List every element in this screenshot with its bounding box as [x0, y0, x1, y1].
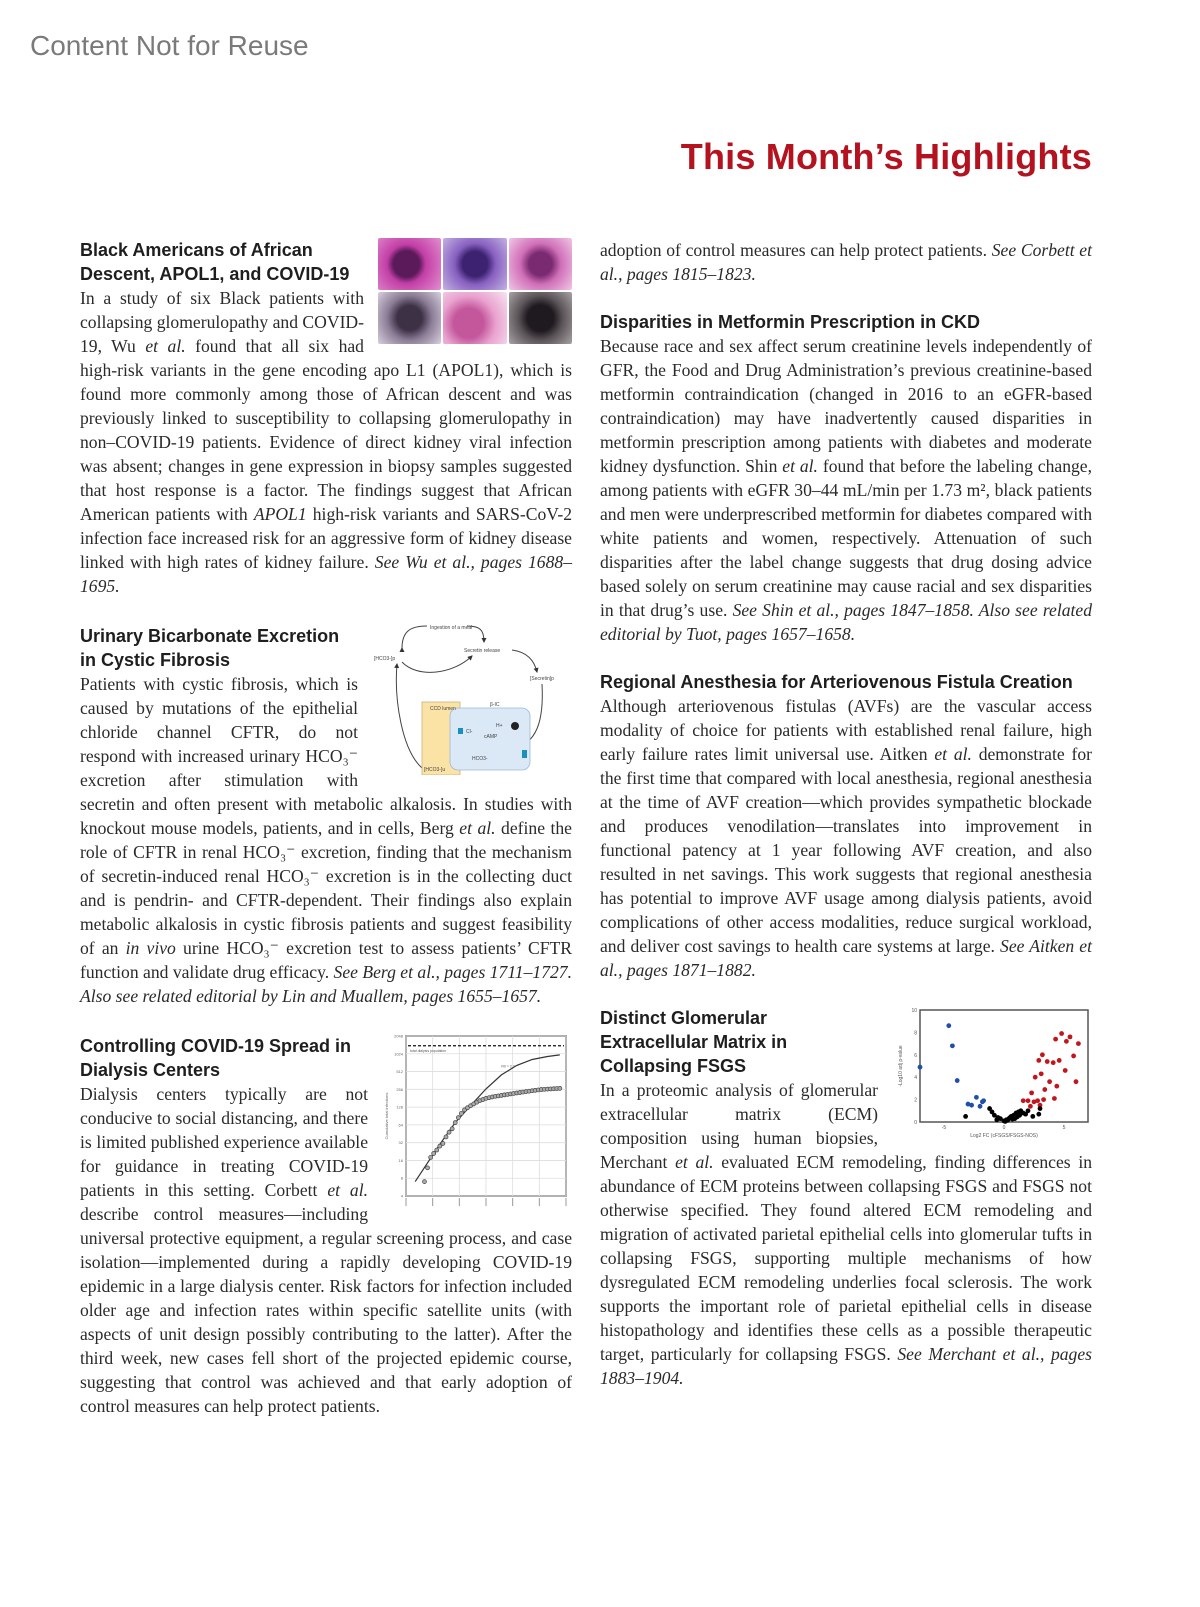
histology-panel [378, 292, 441, 344]
data-point-up [1021, 1098, 1026, 1103]
article-fsgs [600, 1006, 1092, 1390]
data-point-up [1047, 1079, 1052, 1084]
article-anesthesia [600, 670, 1092, 982]
data-point-ns [1030, 1114, 1035, 1119]
y-tick-label: 4 [914, 1075, 917, 1082]
data-point-up [1033, 1075, 1038, 1080]
article-citation: See Merchant et al., pages 1883–1904. [600, 1344, 1092, 1388]
data-point-ns [994, 1117, 999, 1122]
histology-panel [443, 292, 506, 344]
diagram-label: CCD lumen [430, 706, 456, 712]
article-citation: See Wu et al., pages 1688–1695. [80, 552, 572, 596]
article-citation: See Shin et al., pages 1847–1858. Also see related editorial by Tuot, pages 1657–1658. [600, 600, 1092, 644]
annotation-label: R0 = 2.2 [501, 1064, 515, 1069]
data-point-up [1051, 1060, 1056, 1065]
annotation-label: total dialysis population [410, 1048, 447, 1053]
y-tick-label: 10 [911, 1008, 917, 1014]
data-point-up [1039, 1071, 1044, 1076]
data-point-up [1032, 1099, 1037, 1104]
y-tick-label: 8 [400, 1175, 403, 1181]
y-tick-label: 4 [400, 1193, 403, 1199]
data-point-up [1054, 1084, 1059, 1089]
diagram-label: HCO3- [472, 756, 488, 762]
article-dialysis [80, 1034, 572, 1418]
y-tick-label: 256 [396, 1086, 403, 1092]
data-point-up [1036, 1058, 1041, 1063]
histology-figure [378, 238, 572, 344]
data-point [456, 1116, 460, 1120]
article-body: In a proteomic analysis of glomerular extracellular matrix (ECM) composition using human biopsies, Merchant et al. evaluated ECM remodeling, finding differences in abundance of ECM proteins between collapsing FSGS and FSGS not otherwise specified. They found altered ECM remodeling and migration of activated parietal epithelial cells into glomerular tufts in collapsing FSGS, supporting multiple mechanisms of how dysregulated ECM remodeling underlies focal sclerosis. The work supports the important role of parietal epithelial cells in disease histopathology and identifies these cells as a possible therapeutic target, particularly for collapsing FSGS. See Merchant et al., pages 1883–1904. [600, 1080, 1092, 1388]
data-point-up [1026, 1098, 1031, 1103]
data-point-down [974, 1095, 979, 1100]
article-citation: See Corbett et al., pages 1815–1823. [600, 240, 1092, 284]
y-tick-label: 64 [398, 1122, 403, 1128]
plot-frame [920, 1010, 1088, 1122]
epidemic-curve-chart [382, 1028, 572, 1214]
data-point-down [918, 1065, 923, 1070]
data-point-down [946, 1023, 951, 1028]
y-tick-label: 1024 [394, 1051, 403, 1057]
x-axis-label: Log2 FC (cFSGS/FSGS-NOS) [970, 1133, 1038, 1139]
article-headline: Disparities in Metformin Prescription in CKD [600, 312, 981, 332]
histology-panel [509, 292, 572, 344]
data-point-up [1074, 1079, 1079, 1084]
article-metformin [600, 310, 1092, 646]
article-body: In a study of six Black patients with collapsing glomerulopathy and COVID-19, Wu et al. found that all six had high-risk variants in the gene encoding apo L1 (APOL1), which is found more commonly among those of African descent and was previously linked to susceptibility to collapsing glomerulopathy in non–COVID-19 patients. Evidence of direct kidney viral infection was absent; changes in gene expression in biopsy samples suggested that host response is a factor. The findings suggest that African American patients with APOL1 high-risk variants and SARS-CoV-2 infection face increased risk for an aggressive form of kidney disease linked with high rates of kidney failure. See Wu et al., pages 1688–1695. [80, 288, 572, 596]
x-tick-label: -5 [941, 1125, 947, 1131]
article-headline: Black Americans of African Descent, APOL1, and COVID-19 [80, 240, 350, 284]
histology-panel [378, 238, 441, 290]
y-tick-label: 128 [396, 1104, 403, 1110]
data-point [429, 1155, 433, 1159]
receptor-icon [522, 750, 527, 758]
y-tick-label: 8 [914, 1030, 917, 1037]
data-point-down [950, 1043, 955, 1048]
x-tick-label: 5 [1062, 1125, 1066, 1131]
data-point [435, 1148, 439, 1152]
data-point-ns [1026, 1108, 1031, 1113]
article-body: Although arteriovenous fistulas (AVFs) are the vascular access modality of choice for patients with established renal failure, high early failure rates limit universal use. Aitken et al. demonstrate for the first time that compared with local anesthesia, regional anesthesia at the time of AVF creation—which provides sympathetic blockade and produces venodilation—translates into improvement in functional patency at 1 year following AVF creation, and also resulted in net savings. This work suggests that regional anesthesia has potential to improve AVF usage among dialysis patients, avoid complications of other access modalities, reduce surgical workload, and deliver cost savings to health care systems at large. See Aitken et al., pages 1871–1882. [600, 696, 1092, 980]
diagram-label: [HCO3-]u [424, 767, 446, 773]
data-point-ns [1036, 1112, 1041, 1117]
article-apol1 [80, 238, 572, 598]
y-tick-label: 6 [914, 1052, 917, 1059]
y-tick-label: 2048 [394, 1033, 403, 1039]
left-column [80, 238, 572, 1418]
data-point-ns [1005, 1118, 1010, 1123]
diagram-label: β-IC [490, 702, 500, 708]
data-point [432, 1151, 436, 1155]
data-point-up [1076, 1041, 1081, 1046]
data-point [447, 1130, 451, 1134]
data-point [422, 1180, 426, 1184]
data-point [450, 1127, 454, 1131]
data-point [558, 1086, 562, 1090]
diagram-label: Secretin release [464, 648, 501, 654]
histology-panel [443, 238, 506, 290]
x-tick-label: 0 [1002, 1125, 1006, 1131]
data-point-down [969, 1103, 974, 1108]
diagram-label: [HCO3-]p [374, 656, 396, 662]
data-point [453, 1121, 457, 1125]
article-headline: Controlling COVID-19 Spread in Dialysis Centers [80, 1036, 352, 1080]
data-point-ns [990, 1110, 995, 1115]
data-point-up [1041, 1097, 1046, 1102]
data-point-ns [963, 1114, 968, 1119]
article-headline: Distinct Glomerular Extracellular Matrix in Collapsing FSGS [600, 1008, 788, 1076]
article-body: Because race and sex affect serum creatinine levels independently of GFR, the Food and Drug Administration’s previous creatinine-based metformin contraindication (changed in 2016 to an eGFR-based contraindication) may have inadvertently caused disparities in metformin prescription among patients with diabetes and moderate kidney dysfunction. Shin et al. found that before the labeling change, among patients with eGFR 30–44 mL/min per 1.73 m², black patients and men were underprescribed metformin for diabetes compared with white patients and women, respectively. Attenuation of such disparities after the label change suggests that drug dosing advice based solely on serum creatinine may cause racial and sex disparities in that drug’s use. See Shin et al., pages 1847–1858. Also see related editorial by Tuot, pages 1657–1658. [600, 336, 1092, 644]
data-point-ns [1038, 1106, 1043, 1111]
y-axis-label: -Log10 adj p-value [898, 1045, 904, 1087]
data-point-up [1045, 1059, 1050, 1064]
article-citation: See Berg et al., pages 1711–1727. Also see related editorial by Lin and Muallem, pages 1655–1657. [80, 962, 572, 1006]
diagram-label: H+ [496, 723, 503, 729]
article-bicarbonate [80, 624, 572, 1008]
data-point-up [1028, 1104, 1033, 1109]
article-headline: Regional Anesthesia for Arteriovenous Fistula Creation [600, 672, 1073, 692]
bicarbonate-diagram [372, 620, 572, 775]
data-point [444, 1135, 448, 1139]
y-tick-label: 16 [398, 1157, 403, 1163]
data-point-up [1059, 1031, 1064, 1036]
article-body-continued: adoption of control measures can help protect patients. See Corbett et al., pages 1815–1823. [600, 240, 1092, 284]
article-body: Dialysis centers typically are not conducive to social distancing, and there is limited published experience available for guidance in treating COVID-19 patients in this setting. Corbett et al. describe control measures—including universal protective equipment, a regular screening process, and case isolation—implemented during a rapidly developing COVID-19 epidemic in a large dialysis center. Risk factors for infection included older age and infection rates within specific satellite units (with aspects of unit design possibly contributing to the latter). After the third week, new cases fell short of the projected epidemic course, suggesting that control was achieved and that early adoption of control measures can help protect patients. [80, 1084, 572, 1416]
y-tick-label: 0 [914, 1120, 917, 1126]
diagram-label: cAMP [484, 734, 498, 740]
cftr-channel-icon [458, 728, 463, 734]
data-point [459, 1111, 463, 1115]
data-point [426, 1166, 430, 1170]
volcano-plot [892, 1002, 1092, 1142]
data-point [441, 1141, 445, 1145]
y-tick-label: 32 [398, 1140, 403, 1146]
article-citation: See Aitken et al., pages 1871–1882. [600, 936, 1092, 980]
right-column [600, 238, 1092, 1390]
proton-pump-icon [511, 722, 519, 730]
data-point-up [1068, 1034, 1073, 1039]
data-point-up [1063, 1068, 1068, 1073]
y-tick-label: 2 [914, 1097, 917, 1104]
diagram-label: Cl- [466, 729, 473, 735]
data-point-ns [1015, 1115, 1020, 1120]
data-point-up [1052, 1096, 1057, 1101]
data-point-down [955, 1078, 960, 1083]
data-point-up [1064, 1039, 1069, 1044]
histology-panel [509, 238, 572, 290]
data-point-up [1053, 1037, 1058, 1042]
y-axis-label: Cumulative total infections [384, 1092, 389, 1140]
data-point-down [980, 1099, 985, 1104]
diagram-label: Ingestion of a meal [430, 625, 473, 631]
data-point-up [1071, 1054, 1076, 1059]
data-point-up [1040, 1052, 1045, 1057]
diagram-label: [Secretin]p [530, 676, 554, 682]
data-point-up [1042, 1087, 1047, 1092]
data-point-down [978, 1104, 983, 1109]
watermark: Content Not for Reuse [30, 30, 309, 61]
data-point-up [1057, 1058, 1062, 1063]
y-tick-label: 512 [396, 1069, 403, 1075]
data-point-up [1029, 1090, 1034, 1095]
page-title: This Month’s Highlights [680, 136, 1092, 177]
article-body: Patients with cystic fibrosis, which is caused by mutations of the epithelial chloride channel CFTR, do not respond with increased urinary HCO₃⁻ excretion after stimulation with secretin and often present with metabolic alkalosis. In studies with knockout mouse models, patients, and in cells, Berg et al. define the role of CFTR in renal HCO₃⁻ excretion, finding that the mechanism of secretin-induced renal HCO₃⁻ excretion is in the collecting duct and is pendrin- and CFTR-dependent. Their findings also explain metabolic alkalosis in cystic fibrosis patients and suggest feasibility of an in vivo urine HCO₃⁻ excretion test to assess patients’ CFTR function and validate drug efficacy. See Berg et al., pages 1711–1727. Also see related editorial by Lin and Muallem, pages 1655–1657. [80, 674, 572, 1006]
article-headline: Urinary Bicarbonate Excretion in Cystic Fibrosis [80, 626, 340, 670]
data-point-ns [1010, 1117, 1015, 1122]
